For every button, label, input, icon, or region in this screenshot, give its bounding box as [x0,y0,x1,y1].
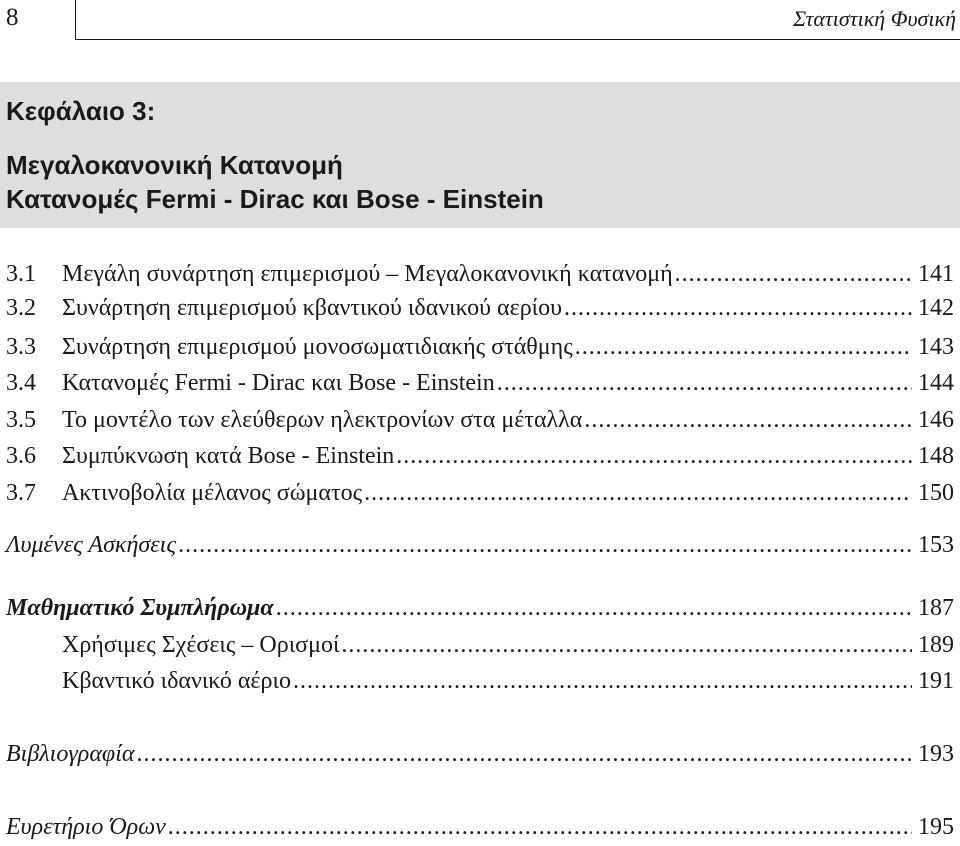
section-number: 3.5 [6,407,36,433]
section-title: Συνάρτηση επιμερισμού μονοσωματιδιακής στάθμης [62,334,573,360]
toc-entry-3-7[interactable] [6,477,954,509]
dot-leader [564,292,912,324]
page-ref: 195 [918,814,954,840]
page-ref: 189 [918,632,954,658]
toc-entry-index[interactable] [6,811,954,843]
toc-entry-3-4[interactable] [6,367,954,399]
section-title: Μεγάλη συνάρτηση επιμερισμού – Μεγαλοκανονική κατανομή [62,261,673,287]
dot-leader [675,258,912,290]
chapter-title [6,148,544,216]
page-number: 8 [6,4,19,31]
toc-entry-3-2[interactable] [6,292,954,324]
page-ref: 146 [918,407,954,433]
page-ref: 142 [918,295,954,321]
toc-entry-3-3[interactable] [6,331,954,363]
page-ref: 148 [918,443,954,469]
toc-entry-3-6[interactable] [6,440,954,472]
section-title: Μαθηματικό Συμπλήρωμα [6,595,274,621]
page-ref: 153 [918,532,954,558]
page-ref: 193 [918,741,954,767]
running-title: Στατιστική Φυσική [793,6,956,31]
page-ref: 144 [918,370,954,396]
section-number: 3.2 [6,295,36,321]
page-ref: 150 [918,480,954,506]
section-number: 3.1 [6,261,36,287]
dot-leader [341,629,912,661]
section-title: Χρήσιμες Σχέσεις – Ορισμοί [62,632,340,658]
section-title: Βιβλιογραφία [6,741,135,767]
section-title: Συμπύκνωση κατά Bose - Einstein [62,443,395,469]
dot-leader [168,811,912,843]
section-title: Λυμένες Ασκήσεις [6,532,177,558]
dot-leader [584,404,912,436]
dot-leader [276,592,912,624]
section-number: 3.3 [6,334,36,360]
chapter-label: Κεφάλαιο 3: [6,96,156,126]
chapter-title-line-2: Κατανομές Fermi - Dirac και Bose - Einstein [6,184,544,214]
toc-entry-bibliography[interactable] [6,738,954,770]
toc-entry-appendix-item[interactable] [6,665,954,697]
dot-leader [178,529,912,561]
header-vertical-rule [75,0,76,40]
section-number: 3.6 [6,443,36,469]
dot-leader [293,665,912,697]
dot-leader [575,331,912,363]
section-title: Κβαντικό ιδανικό αέριο [62,668,291,694]
page-ref: 191 [918,668,954,694]
header-horizontal-rule [75,39,960,40]
page-ref: 141 [918,261,954,287]
section-title: Το μοντέλο των ελεύθερων ηλεκτρονίων στα μέταλλα [62,407,583,433]
page-ref: 187 [918,595,954,621]
dot-leader [497,367,912,399]
toc-entry-appendix[interactable] [6,592,954,624]
section-title: Κατανομές Fermi - Dirac και Bose - Einstein [62,370,495,396]
page-ref: 143 [918,334,954,360]
chapter-title-line-1: Μεγαλοκανονική Κατανομή [6,150,343,180]
dot-leader [396,440,912,472]
section-number: 3.4 [6,370,36,396]
section-title: Ευρετήριο Όρων [6,814,166,840]
toc-entry-3-5[interactable] [6,404,954,436]
section-title: Συνάρτηση επιμερισμού κβαντικού ιδανικού αερίου [62,295,563,321]
section-number: 3.7 [6,480,36,506]
toc-entry-appendix-item[interactable] [6,629,954,661]
dot-leader [136,738,912,770]
section-title: Ακτινοβολία μέλανος σώματος [62,480,363,506]
toc-entry-3-1[interactable] [6,258,954,290]
toc-entry-solved-exercises[interactable] [6,529,954,561]
chapter-heading-box [0,82,960,228]
dot-leader [364,477,912,509]
